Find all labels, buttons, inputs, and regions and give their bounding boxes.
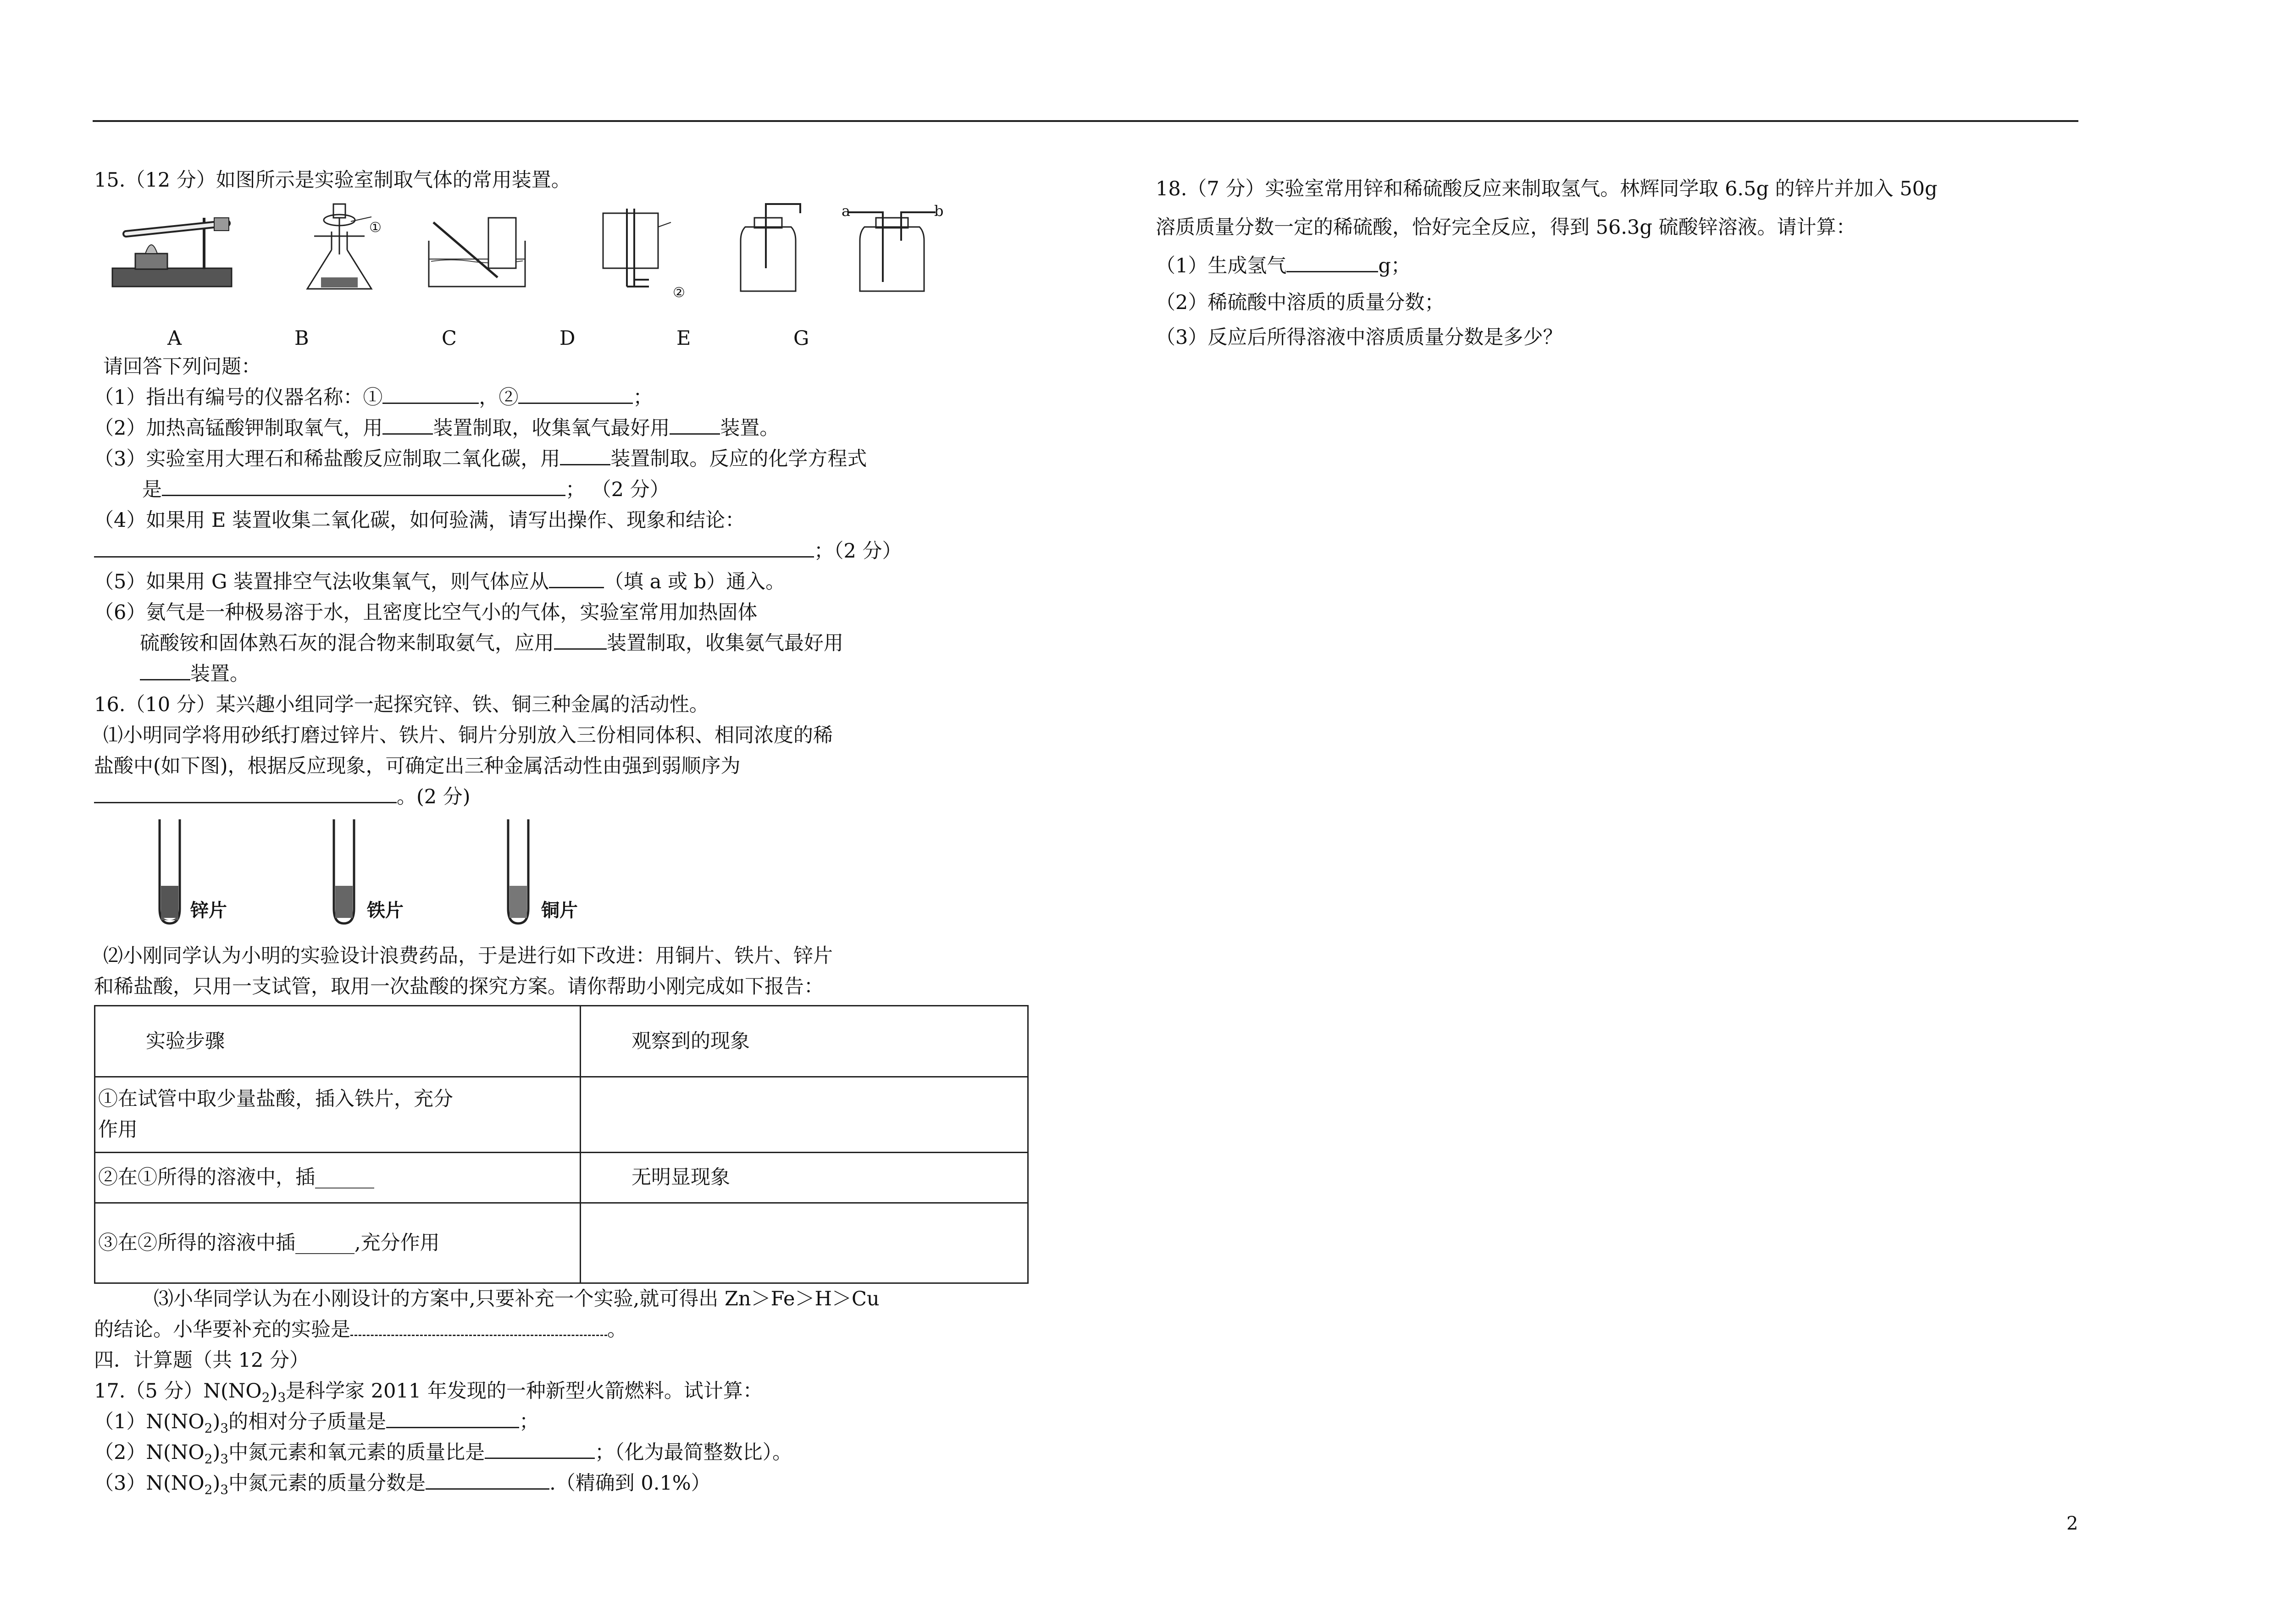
table-row2-step: ②在①所得的溶液中，插______ bbox=[95, 1153, 581, 1203]
table-row bbox=[95, 1153, 1028, 1203]
q17-part2-b: 中氮元素和氧元素的质量比是 bbox=[228, 1441, 485, 1464]
tube-label-copper: 铜片 bbox=[541, 900, 578, 921]
q17-part1-b: 的相对分子质量是 bbox=[228, 1410, 387, 1433]
tube-label-iron: 铁片 bbox=[367, 900, 404, 921]
q17-part1-close: ) bbox=[212, 1410, 221, 1433]
label-a: A bbox=[167, 327, 182, 350]
q15-part6-cont bbox=[94, 628, 1039, 659]
marker-1: ① bbox=[369, 220, 382, 236]
section4-title: 四．计算题（共 12 分） bbox=[94, 1349, 310, 1372]
test-tube-copper bbox=[504, 817, 532, 936]
q15-part4-cont bbox=[94, 536, 1039, 567]
table-row1-step-line1: ①在试管中取少量盐酸，插入铁片，充分 bbox=[98, 1088, 453, 1110]
q17-part2 bbox=[94, 1437, 1039, 1468]
answer-blank-5[interactable] bbox=[560, 446, 610, 465]
table-row1-observation[interactable] bbox=[581, 1077, 1028, 1153]
q16-part1-text-c: 。(2 分) bbox=[397, 785, 471, 808]
q16-part1-line1: ⑴小明同学将用砂纸打磨过锌片、铁片、铜片分别放入三份相同体积、相同浓度的稀 bbox=[103, 724, 833, 747]
label-c: C bbox=[442, 327, 457, 350]
answer-blank-3[interactable] bbox=[382, 415, 433, 435]
q17-part3-c: .（精确到 0.1%） bbox=[549, 1472, 711, 1495]
q15-part4-text-b: ；（2 分） bbox=[814, 540, 902, 563]
left-column bbox=[94, 165, 1039, 1499]
answer-blank-11[interactable] bbox=[94, 784, 397, 803]
q18-line3-b: g； bbox=[1378, 254, 1411, 277]
q18-line4: （2）稀硫酸中溶质的质量分数； bbox=[1156, 291, 1445, 314]
apparatus-figure bbox=[94, 199, 1039, 323]
page-number: 2 bbox=[2066, 1513, 2078, 1534]
table-row bbox=[95, 1203, 1028, 1283]
tube-label-zinc: 锌片 bbox=[190, 900, 227, 921]
answer-blank-13[interactable] bbox=[386, 1409, 519, 1428]
q18-line5: （3）反应后所得溶液中溶质质量分数是多少？ bbox=[1156, 326, 1563, 349]
q18-line3-a: （1）生成氢气 bbox=[1156, 254, 1287, 277]
experiment-report-table bbox=[94, 1005, 1029, 1284]
table-row bbox=[95, 1077, 1028, 1153]
q15-prompt: 请回答下列问题： bbox=[103, 355, 261, 378]
test-tube-iron bbox=[330, 817, 358, 936]
q17-title-a: 17.（5 分）N(NO bbox=[94, 1380, 262, 1403]
answer-blank-8[interactable] bbox=[549, 569, 604, 588]
q16-part2-line1: ⑵小刚同学认为小明的实验设计浪费药品，于是进行如下改进：用铜片、铁片、锌片 bbox=[103, 945, 833, 967]
marker-2: ② bbox=[673, 285, 685, 301]
q16-part3-line1: ⑶小华同学认为在小刚设计的方案中,只要补充一个实验,就可得出 Zn＞Fe＞H＞Cu bbox=[154, 1287, 880, 1310]
q18-line2: 溶质质量分数一定的稀硫酸，恰好完全反应，得到 56.3g 硫酸锌溶液。请计算： bbox=[1156, 216, 1856, 239]
q16-title: 16.（10 分）某兴趣小组同学一起探究锌、铁、铜三种金属的活动性。 bbox=[94, 693, 709, 716]
table-row2-observation: 无明显现象 bbox=[581, 1153, 1028, 1203]
q15-part2 bbox=[94, 413, 1039, 444]
label-e: E bbox=[676, 327, 691, 350]
q17-part2-sub3: 3 bbox=[220, 1451, 229, 1467]
q17-part2-close: ) bbox=[212, 1441, 221, 1464]
q17-part2-sub2: 2 bbox=[204, 1451, 213, 1467]
table-row1-step-line2: 作用 bbox=[98, 1118, 138, 1141]
q15-part6-text-b: 硫酸铵和固体熟石灰的混合物来制取氨气，应用 bbox=[140, 632, 554, 655]
answer-blank-2[interactable] bbox=[518, 384, 633, 404]
apparatus-g bbox=[837, 199, 947, 296]
q17-title-sub2: 2 bbox=[261, 1390, 270, 1405]
q15-part5-text-b: （填 a 或 b）通入。 bbox=[604, 570, 786, 593]
label-b: B bbox=[294, 327, 309, 350]
q17-part3-b: 中氮元素的质量分数是 bbox=[228, 1472, 426, 1495]
q15-part5 bbox=[94, 567, 1039, 597]
apparatus-a bbox=[108, 199, 236, 291]
q18-line1: 18.（7 分）实验室常用锌和稀硫酸反应来制取氢气。林辉同学取 6.5g 的锌片并加入 50g bbox=[1156, 177, 1938, 200]
q15-part6-text-c: 装置制取，收集氨气最好用 bbox=[607, 632, 843, 655]
table-header-steps: 实验步骤 bbox=[95, 1006, 581, 1077]
answer-blank-10[interactable] bbox=[140, 661, 190, 680]
q15-part6-cont2 bbox=[94, 659, 1039, 690]
q17-part3-close: ) bbox=[212, 1472, 221, 1495]
q15-part3 bbox=[94, 444, 1039, 475]
q16-part1-line2: 盐酸中(如下图)，根据反应现象，可确定出三种金属活动性由强到弱顺序为 bbox=[94, 755, 741, 778]
apparatus-e bbox=[722, 199, 814, 296]
q17-part3-a: （3）N(NO bbox=[94, 1472, 205, 1495]
q15-part2-text-a: （2）加热高锰酸钾制取氧气，用 bbox=[94, 417, 383, 440]
q17-part2-a: （2）N(NO bbox=[94, 1441, 205, 1464]
answer-blank-1[interactable] bbox=[382, 384, 479, 404]
q15-part2-text-b: 装置制取，收集氧气最好用 bbox=[433, 417, 670, 440]
q15-part3-text-b: 装置制取。反应的化学方程式 bbox=[610, 447, 867, 470]
q15-part2-text-c: 装置。 bbox=[720, 417, 780, 440]
q15-part1-text-c: ； bbox=[633, 386, 653, 409]
q15-part1 bbox=[94, 382, 1039, 413]
q16-part3-text-c: 。 bbox=[607, 1318, 627, 1341]
answer-blank-6[interactable] bbox=[162, 476, 565, 496]
test-tube-zinc bbox=[156, 817, 183, 936]
answer-blank-7[interactable] bbox=[94, 538, 814, 558]
table-header-observations: 观察到的现象 bbox=[581, 1006, 1028, 1077]
q15-part3-text-d: ； （2 分） bbox=[565, 478, 670, 501]
q17-title-sub3: 3 bbox=[277, 1390, 286, 1405]
table-row3-step: ③在②所得的溶液中插______,充分作用 bbox=[95, 1203, 581, 1283]
q17-part3-sub3: 3 bbox=[220, 1482, 229, 1497]
table-row1-step bbox=[95, 1077, 581, 1153]
q18-line3 bbox=[1156, 247, 2091, 285]
answer-blank-16[interactable] bbox=[1286, 253, 1378, 272]
answer-blank-15[interactable] bbox=[426, 1470, 549, 1490]
label-g: G bbox=[793, 327, 809, 350]
q15-part3-text-c: 是 bbox=[142, 478, 162, 501]
apparatus-c bbox=[420, 199, 530, 291]
q15-part6-text-d: 装置。 bbox=[190, 663, 249, 685]
label-d: D bbox=[559, 327, 576, 350]
q15-part4: （4）如果用 E 装置收集二氧化碳，如何验满，请写出操作、现象和结论： bbox=[94, 509, 745, 532]
q16-part3-line2 bbox=[94, 1315, 1039, 1345]
answer-blank-12[interactable] bbox=[350, 1316, 607, 1336]
q15-title: 15.（12 分）如图所示是实验室制取气体的常用装置。 bbox=[94, 169, 571, 192]
header-rule bbox=[93, 120, 2078, 122]
q15-part5-text-a: （5）如果用 G 装置排空气法收集氧气，则气体应从 bbox=[94, 570, 549, 593]
q17-part1 bbox=[94, 1407, 1039, 1437]
gas-port-a-label: a bbox=[842, 202, 851, 220]
q17-part1-sub3: 3 bbox=[220, 1420, 229, 1436]
q17-part1-sub2: 2 bbox=[204, 1420, 213, 1436]
q15-part3-text-a: （3）实验室用大理石和稀盐酸反应制取二氧化碳，用 bbox=[94, 447, 560, 470]
q17-part1-c: ； bbox=[519, 1410, 539, 1433]
q17-title-c: 是科学家 2011 年发现的一种新型火箭燃料。试计算： bbox=[286, 1380, 763, 1403]
table-row3-observation[interactable] bbox=[581, 1203, 1028, 1283]
q15-part3-cont bbox=[94, 475, 1039, 505]
q16-part3-text-b: 的结论。小华要补充的实验是 bbox=[94, 1318, 350, 1341]
q15-part1-text-a: （1）指出有编号的仪器名称：① bbox=[94, 386, 383, 409]
q16-part2-line2: 和稀盐酸，只用一支试管，取用一次盐酸的探究方案。请你帮助小刚完成如下报告： bbox=[94, 975, 824, 998]
q15-part1-text-b: ，② bbox=[479, 386, 519, 409]
gas-port-b-label: b bbox=[934, 202, 944, 220]
q17-title-b: ) bbox=[270, 1380, 278, 1403]
right-column bbox=[1156, 170, 2091, 355]
apparatus-labels bbox=[94, 323, 1039, 352]
q16-part1-line3 bbox=[94, 782, 1039, 812]
answer-blank-14[interactable] bbox=[485, 1439, 595, 1459]
q15-part6: （6）氨气是一种极易溶于水，且密度比空气小的气体，实验室常用加热固体 bbox=[94, 601, 758, 624]
answer-blank-4[interactable] bbox=[670, 415, 720, 435]
q17-part3 bbox=[94, 1468, 1039, 1499]
q17-part1-a: （1）N(NO bbox=[94, 1410, 205, 1433]
answer-blank-9[interactable] bbox=[554, 630, 607, 650]
q17-title bbox=[94, 1376, 1039, 1407]
table-header-row bbox=[95, 1006, 1028, 1077]
test-tube-figure bbox=[94, 817, 1039, 941]
q17-part3-sub2: 2 bbox=[204, 1482, 213, 1497]
q17-part2-c: ；（化为最简整数比）。 bbox=[595, 1441, 792, 1464]
